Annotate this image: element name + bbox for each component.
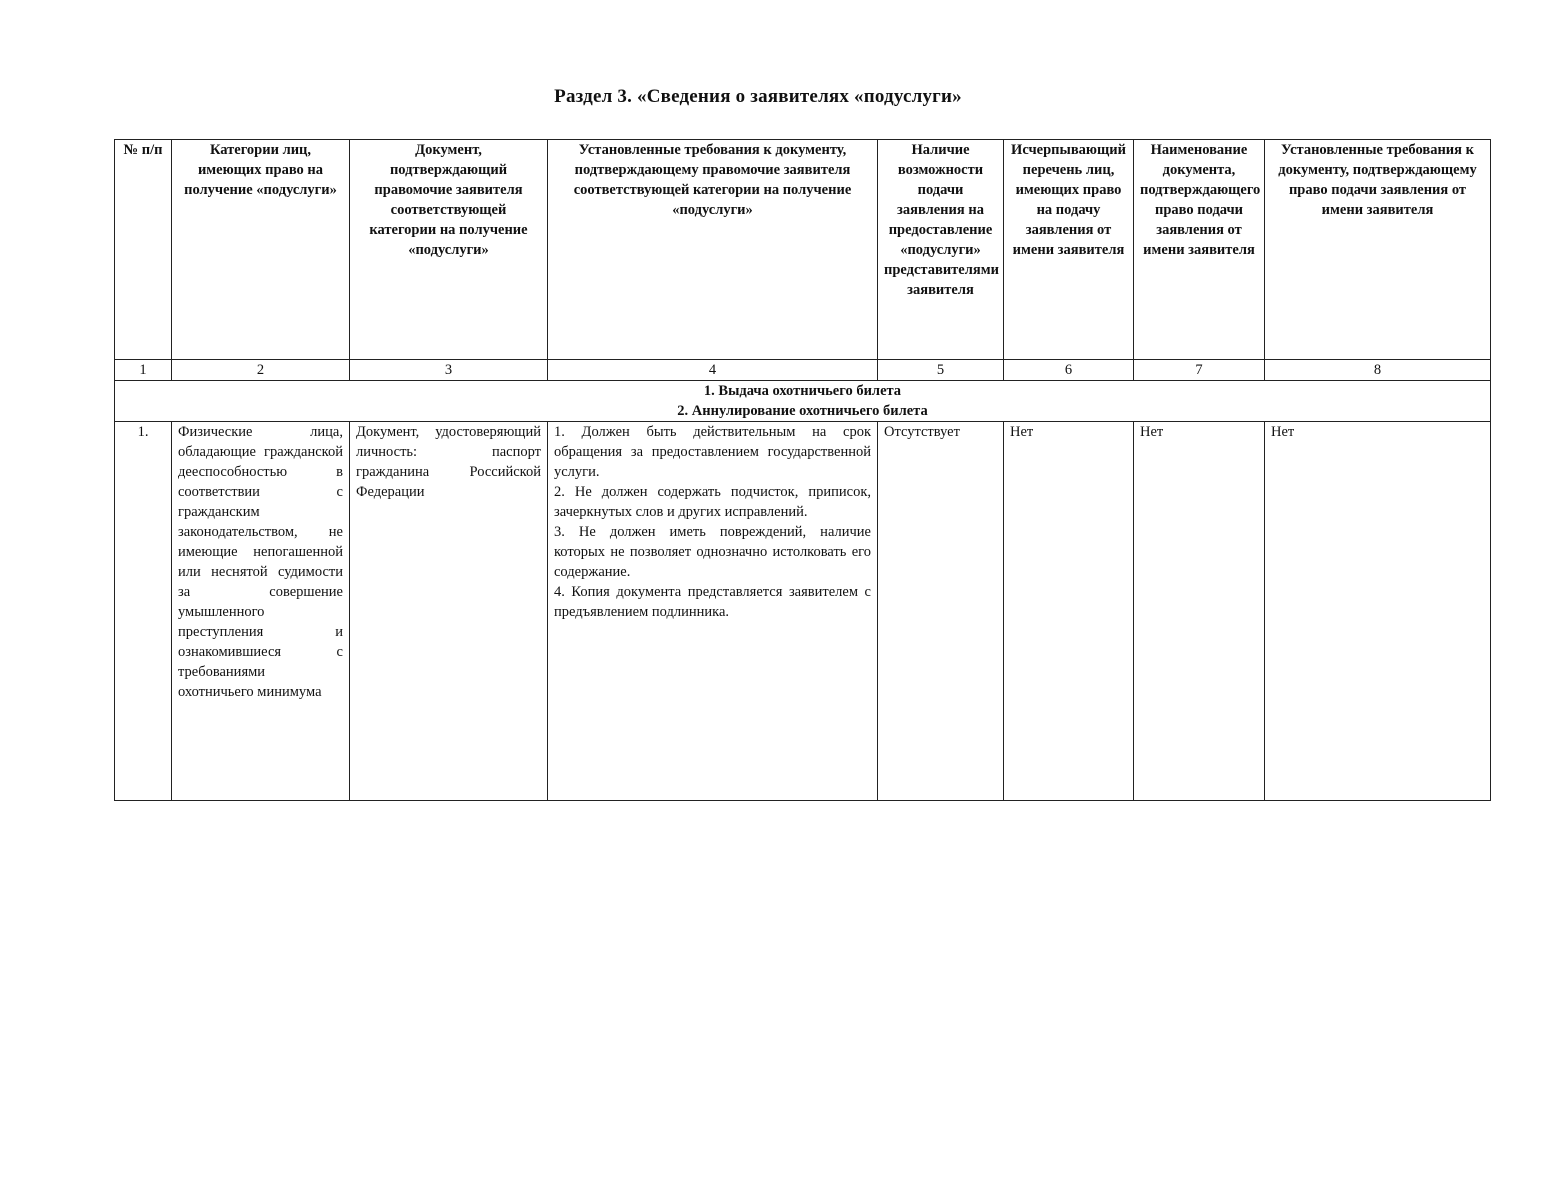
- column-number: 1: [115, 360, 172, 381]
- column-number: 2: [172, 360, 350, 381]
- row-number: 1.: [115, 422, 172, 801]
- column-number: 8: [1265, 360, 1491, 381]
- header-cell-8: Установленные требования к документу, подтверждающему право подачи заявления от имени заявителя: [1265, 140, 1491, 360]
- header-cell-2: Категории лиц, имеющих право на получение «подуслуги»: [172, 140, 350, 360]
- representatives-list: Нет: [1004, 422, 1134, 801]
- subservice-title-2: 2. Аннулирование охотничьего билета: [677, 403, 928, 419]
- applicant-category: Физические лица, обладающие гражданской дееспособностью в соответствии с гражданским законодательством, не имеющие непогашенной или неснятой судимости за совершение умышленного преступления и ознакомившиеся с требованиями охотничьего минимума: [172, 422, 350, 801]
- subservice-section-cell: [115, 381, 1491, 422]
- header-cell-5: Наличие возможности подачи заявления на предоставление «подуслуги» представителями заявителя: [878, 140, 1004, 360]
- header-cell-4: Установленные требования к документу, подтверждающему правомочие заявителя соответствующей категории на получение «подуслуги»: [548, 140, 878, 360]
- column-number: 6: [1004, 360, 1134, 381]
- requirement-item: 4. Копия документа представляется заявителем с предъявлением подлинника.: [554, 584, 871, 620]
- representative-document-requirements: Нет: [1265, 422, 1491, 801]
- column-number: 4: [548, 360, 878, 381]
- authority-document: Документ, удостоверяющий личность: паспорт гражданина Российской Федерации: [350, 422, 548, 801]
- header-cell-1: № п/п: [115, 140, 172, 360]
- representative-document: Нет: [1134, 422, 1265, 801]
- requirement-item: 1. Должен быть действительным на срок обращения за предоставлением государственной услуги.: [554, 424, 871, 480]
- column-number-row: [115, 360, 1491, 381]
- header-cell-7: Наименование документа, подтверждающего право подачи заявления от имени заявителя: [1134, 140, 1265, 360]
- requirement-item: 2. Не должен содержать подчисток, приписок, зачеркнутых слов и других исправлений.: [554, 484, 871, 520]
- column-number: 5: [878, 360, 1004, 381]
- column-number: 7: [1134, 360, 1265, 381]
- subservice-title-1: 1. Выдача охотничьего билета: [703, 383, 902, 399]
- section-title: Раздел 3. «Сведения о заявителях «подуслуги»: [554, 86, 962, 107]
- document-requirements: [548, 422, 878, 801]
- table-row: [115, 422, 1491, 801]
- representatives-availability: Отсутствует: [878, 422, 1004, 801]
- column-number: 3: [350, 360, 548, 381]
- header-cell-3: Документ, подтверждающий правомочие заявителя соответствующей категории на получение «подуслуги»: [350, 140, 548, 360]
- header-cell-6: Исчерпывающий перечень лиц, имеющих право на подачу заявления от имени заявителя: [1004, 140, 1134, 360]
- table-header-row: [115, 140, 1491, 360]
- subservice-section-row: [115, 381, 1491, 422]
- requirement-item: 3. Не должен иметь повреждений, наличие которых не позволяет однозначно истолковать его содержание.: [554, 524, 871, 580]
- applicants-table: [114, 139, 1491, 801]
